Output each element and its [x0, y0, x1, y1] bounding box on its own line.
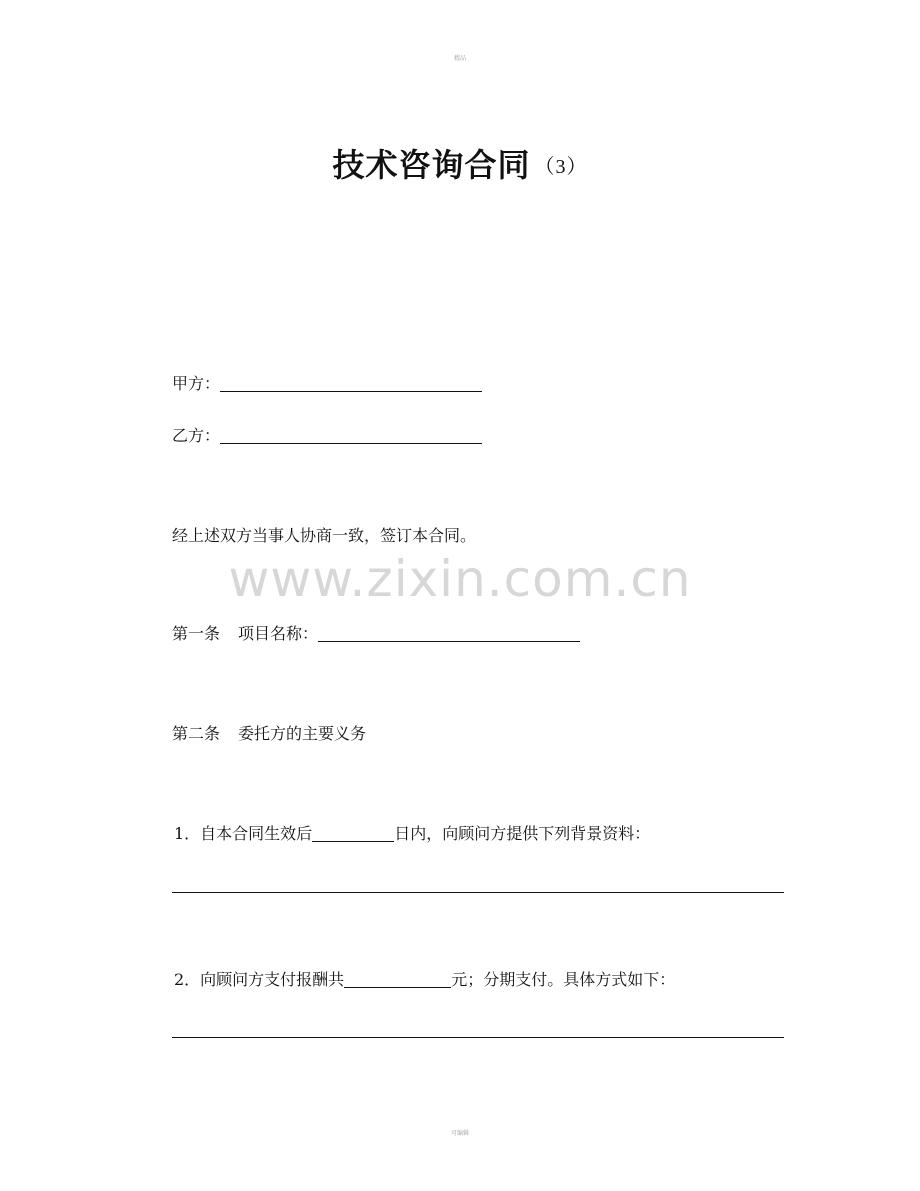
title-main: 技术咨询合同: [332, 146, 531, 184]
item2-suffix: 元；分期支付。具体方式如下：: [451, 970, 676, 989]
footer-mark: 可编辑: [450, 1130, 469, 1137]
payment-method-line[interactable]: [172, 1037, 784, 1038]
article1-line: [172, 623, 580, 645]
party-a-label: 甲方：: [172, 374, 221, 393]
article2-number: 第二条: [172, 724, 221, 743]
article2-line: [172, 723, 366, 745]
agreement-statement: 经上述双方当事人协商一致，签订本合同。: [172, 526, 477, 545]
item1-prefix: 1．自本合同生效后: [174, 824, 313, 843]
party-a-blank[interactable]: [220, 375, 482, 392]
party-b-label: 乙方：: [172, 426, 221, 445]
item1-suffix: 日内，向顾问方提供下列背景资料：: [394, 824, 651, 843]
project-name-blank[interactable]: [318, 625, 580, 642]
article2-heading: 委托方的主要义务: [238, 724, 367, 743]
background-materials-line[interactable]: [172, 892, 784, 893]
item2-prefix: 2．向顾问方支付报酬共: [174, 970, 345, 989]
title-suffix: （3）: [534, 156, 588, 178]
item1-line: [174, 823, 650, 845]
party-a-line: [172, 373, 482, 395]
party-b-line: [172, 425, 482, 447]
watermark: www.zixin.com.cn: [228, 550, 692, 608]
article1-label: 项目名称：: [238, 624, 319, 643]
days-blank[interactable]: [312, 825, 394, 842]
item2-line: [174, 969, 675, 991]
party-b-blank[interactable]: [220, 427, 482, 444]
article1-number: 第一条: [172, 624, 221, 643]
payment-amount-blank[interactable]: [344, 971, 451, 988]
header-mark: 精品: [453, 55, 466, 62]
document-title: [0, 140, 920, 186]
